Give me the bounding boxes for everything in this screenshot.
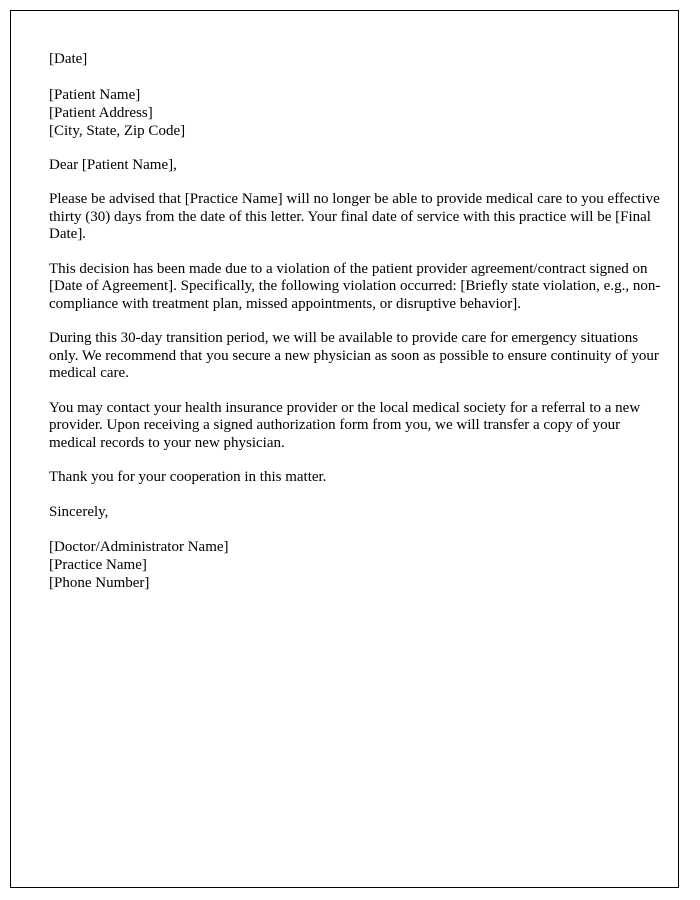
salutation: Dear [Patient Name], bbox=[49, 156, 177, 173]
thanks-line: Thank you for your cooperation in this matter. bbox=[49, 469, 327, 485]
recipient-address: [Patient Address] bbox=[49, 104, 153, 121]
recipient-name: [Patient Name] bbox=[49, 86, 141, 103]
paragraph-termination-notice: Please be advised that [Practice Name] will no longer be able to provide medical care to you effective thirty (30) days from the date of this letter. Your final date of service with this practice will be [Final Date]. bbox=[49, 191, 660, 242]
paragraph-referral-records: You may contact your health insurance provider or the local medical society for a referral to a new provider. Upon receiving a signed authorization form from you, we will transfer a copy of your medical records to your new physician. bbox=[49, 399, 641, 451]
signature-phone: [Phone Number] bbox=[49, 575, 150, 591]
date-line: [Date] bbox=[49, 51, 88, 67]
signature-name: [Doctor/Administrator Name] bbox=[49, 539, 229, 555]
paragraph-violation-reason: This decision has been made due to a violation of the patient provider agreement/contract signed on [Date of Agreement]. Specifically, the following violation occurred: [Briefly state violation, e.g., non-compliance with treatment plan, missed appointments, or disruptive behavior]. bbox=[49, 260, 661, 312]
recipient-city-state-zip: [City, State, Zip Code] bbox=[49, 122, 186, 139]
signature-block bbox=[49, 538, 661, 592]
signature-practice: [Practice Name] bbox=[49, 557, 147, 573]
letter-body bbox=[49, 51, 661, 609]
recipient-block bbox=[49, 86, 661, 140]
sign-off: Sincerely, bbox=[49, 503, 109, 520]
paragraph-transition-period: During this 30-day transition period, we will be available to provide care for emergency situations only. We recommend that you secure a new physician as soon as possible to ensure continuity of your medical care. bbox=[49, 330, 659, 381]
letter-page bbox=[10, 10, 679, 888]
